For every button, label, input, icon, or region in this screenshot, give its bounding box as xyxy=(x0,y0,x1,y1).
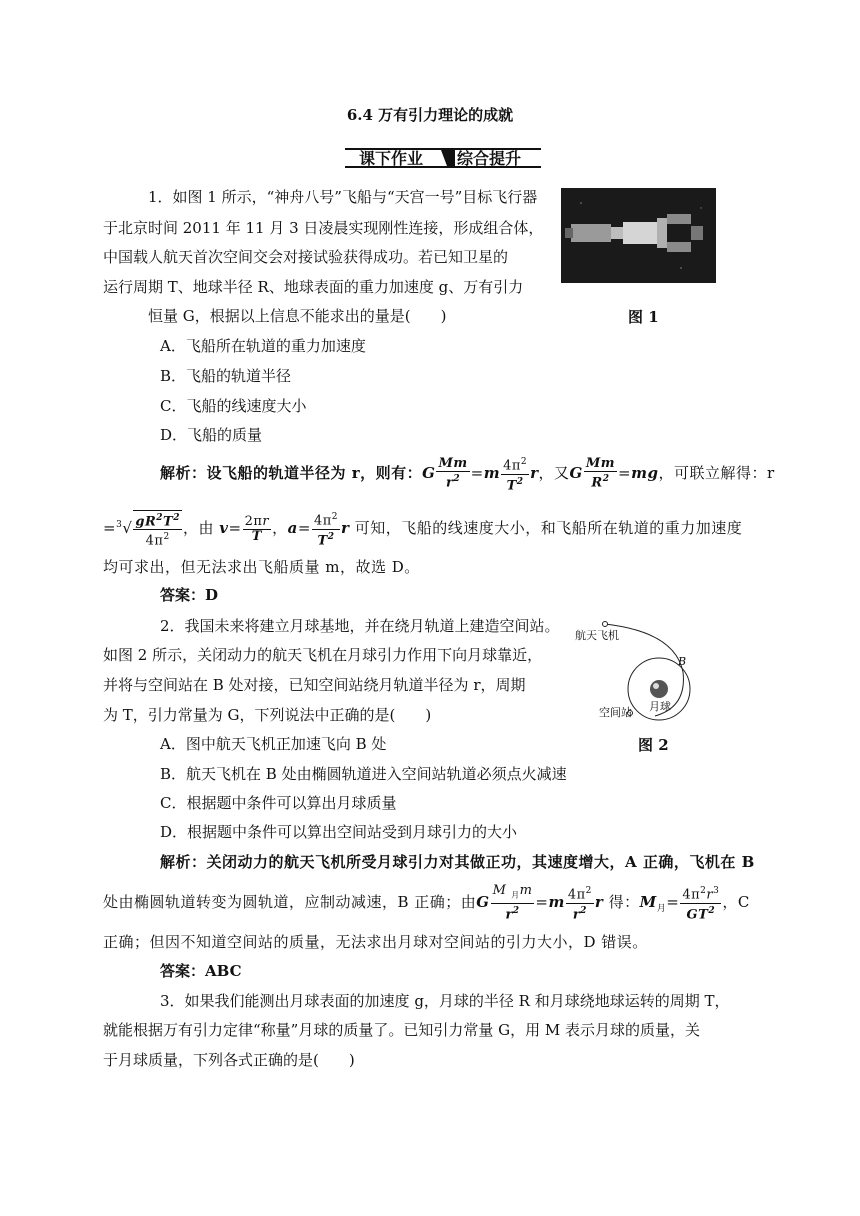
figure-2-shuttle-label: 航天飞机 xyxy=(575,629,619,642)
figure-2-station-label: 空间站 xyxy=(599,706,632,719)
q1-solution-line-1: 解析：设飞船的轨道半径为 r，则有：G $\frac{Mm}{r^2}$ =m $\frac{4\pi^2}{T^2}$ r，又G $\frac{Mm}{R^2}$ =mg，可联立解得：r xyxy=(160,456,775,493)
q2-option-d: D．根据题中条件可以算出空间站受到月球引力的大小 xyxy=(160,823,518,841)
q2-option-c: C．根据题中条件可以算出月球质量 xyxy=(160,794,397,812)
q1-solution-line-3: 均可求出，但无法求出飞船质量 m，故选 D。 xyxy=(103,558,420,576)
q3-line-3: 于月球质量，下列各式正确的是( ) xyxy=(103,1051,355,1069)
figure-2-moon-label: 月球 xyxy=(649,700,671,713)
q1-solution-line2-mid: ，由 xyxy=(183,519,215,537)
q2-line-3: 并将与空间站在 B 处对接，已知空间站绕月轨道半径为 r，周期 xyxy=(103,676,526,694)
q1-answer: 答案：D xyxy=(160,586,219,604)
q2-solution-line2-start: 处由椭圆轨道转变为圆轨道，应制动减速，B 正确；由 xyxy=(103,893,477,911)
q2-solution-line-1: 解析：关闭动力的航天飞机所受月球引力对其做正功，其速度增大，A 正确，飞机在 B xyxy=(160,853,755,871)
q3-line-2: 就能根据万有引力定律“称量”月球的质量了。已知引力常量 G，用 M 表示月球的质量，关 xyxy=(103,1021,700,1039)
q2-line-2: 如图 2 所示，关闭动力的航天飞机在月球引力作用下向月球靠近， xyxy=(103,646,543,664)
q1-solution-line2-end: 可知，飞船的线速度大小，和飞船所在轨道的重力加速度 xyxy=(354,519,743,537)
q2-answer: 答案：ABC xyxy=(160,962,242,980)
q1-option-b: B．飞船的轨道半径 xyxy=(160,367,292,385)
section-banner xyxy=(345,144,541,170)
figure-2-diagram xyxy=(565,612,715,722)
q1-option-c: C．飞船的线速度大小 xyxy=(160,397,307,415)
q1-solution-end: ，可联立解得：r xyxy=(658,464,775,482)
q1-solution-prefix: 解析：设飞船的轨道半径为 r，则有： xyxy=(160,464,423,482)
banner-right-text: 综合提升 xyxy=(457,149,522,168)
figure-1-label: 图 1 xyxy=(628,308,659,326)
q1-solution-mid: ，又 xyxy=(538,464,570,482)
q2-solution-line2-mid: 得： xyxy=(608,893,640,911)
spacecraft-photo xyxy=(561,188,716,283)
q1-option-a: A．飞船所在轨道的重力加速度 xyxy=(160,337,366,355)
q1-option-d: D．飞船的质量 xyxy=(160,426,263,444)
q2-solution-line2-end: ，C xyxy=(722,893,750,911)
q1-solution-line-2: =$^3$√ $\frac{gR^2T^2}{4\pi^2}$ ，由 v= $\frac{2\pi r}{T}$ ，a= $\frac{4\pi^2}{T^2}$ r 可知，飞船的线速度大小，和飞船所在轨道的重力加速度 xyxy=(103,505,742,545)
q2-solution-line-2: 处由椭圆轨道转变为圆轨道，应制动减速，B 正确；由G $\frac{M _月m}{r^2}$ =m $\frac{4\pi^2}{r^2}$ r 得：$M_月=$ $\frac{4\pi^2r^3}{GT^2}$ ，C xyxy=(103,883,750,922)
q2-solution-line-3: 正确；但因不知道空间站的质量，无法求出月球对空间站的引力大小，D 错误。 xyxy=(103,933,648,951)
q2-line-1: 2．我国未来将建立月球基地，并在绕月轨道上建造空间站。 xyxy=(160,617,560,635)
q1-line-5: 恒量 G，根据以上信息不能求出的量是( ) xyxy=(148,307,447,325)
q1-line-2: 于北京时间 2011 年 11 月 3 日凌晨实现刚性连接，形成组合体， xyxy=(103,219,544,237)
q1-line-3: 中国载人航天首次空间交会对接试验获得成功。若已知卫星的 xyxy=(103,248,509,266)
q2-option-a: A．图中航天飞机正加速飞向 B 处 xyxy=(160,735,387,753)
q2-option-b: B．航天飞机在 B 处由椭圆轨道进入空间站轨道必须点火减速 xyxy=(160,765,567,783)
q1-line-4: 运行周期 T、地球半径 R、地球表面的重力加速度 g、万有引力 xyxy=(103,278,524,296)
q3-line-1: 3．如果我们能测出月球表面的加速度 g，月球的半径 R 和月球绕地球运转的周期 T， xyxy=(160,992,730,1010)
q1-line-1: 1．如图 1 所示，“神舟八号”飞船与“天宫一号”目标飞行器 xyxy=(148,188,538,206)
figure-2-b-label: B xyxy=(678,655,687,668)
banner-left-text: 课下作业 xyxy=(359,149,424,168)
figure-2-label: 图 2 xyxy=(638,736,669,754)
page-title: 6.4 万有引力理论的成就 xyxy=(346,106,514,124)
q2-line-4: 为 T，引力常量为 G，下列说法中正确的是( ) xyxy=(103,706,432,724)
